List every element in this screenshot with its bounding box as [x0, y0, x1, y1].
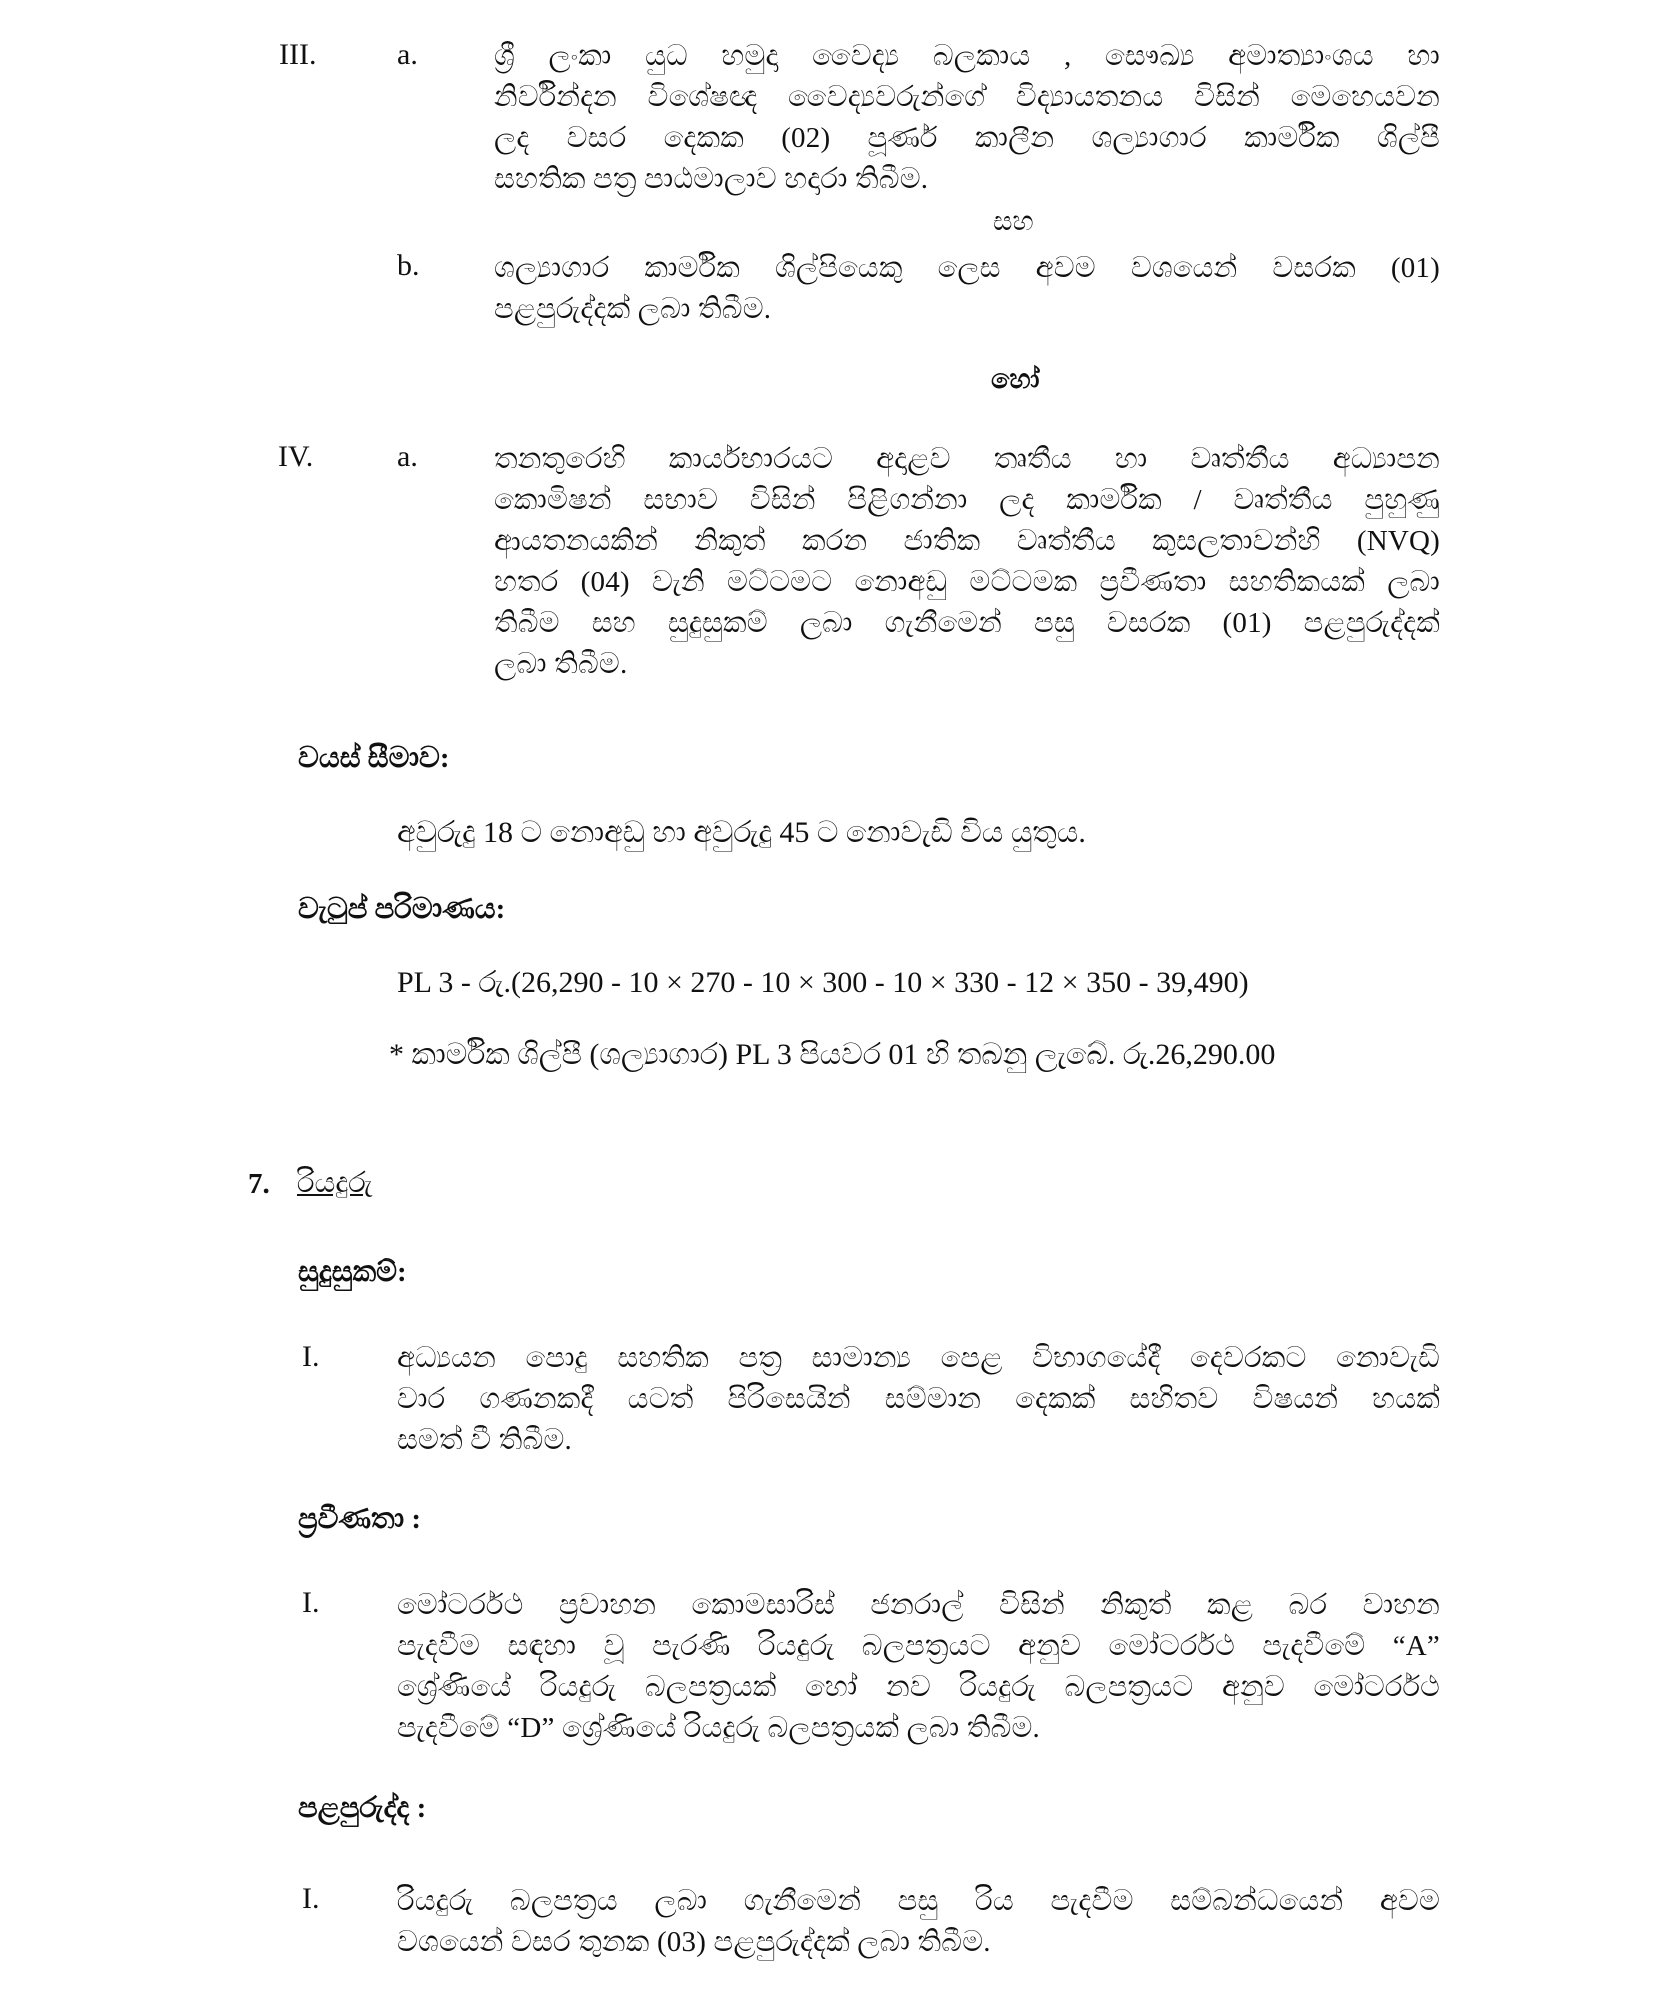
age-limit-text: අවුරුදු 18 ට නොඅඩු හා අවුරුදු 45 ට නොවැඩි විය යුතුය. — [397, 816, 1086, 849]
section-7-number: 7. — [248, 1168, 270, 1200]
paragraph-line: ලද වසර දෙකක (02) පූර්ණ කාලීන ශල්‍යාගාර කාර්මික ශිල්පී — [494, 122, 1440, 154]
paragraph-line: කොමිෂන් සභාව විසින් පිළිගන්නා ලද කාර්මික / වෘත්තීය පුහුණු — [494, 484, 1440, 516]
section-iii-a-letter: a. — [397, 38, 418, 71]
paragraph-line: තිබීම සහ සුදුසුකම් ලබා ගැනීමෙන් පසු වසරක (01) පළපුරුද්දක් — [494, 607, 1440, 639]
or-connector: හෝ — [991, 364, 1040, 394]
section-iii-number: III. — [279, 38, 317, 71]
section-iii-b-paragraph — [494, 248, 1440, 330]
qualification-item-number: I. — [302, 1340, 320, 1373]
qualifications-heading: සුදුසුකම්: — [298, 1256, 407, 1288]
experience-heading: පළපුරුද්ද : — [298, 1792, 427, 1824]
paragraph-line: සහතික පත්‍ර පාඨමාලාව හදාරා තිබීම. — [494, 163, 929, 195]
paragraph-line: සමත් වී තිබීම. — [397, 1424, 572, 1456]
paragraph-line: රියදුරු බලපත්‍රය ලබා ගැනීමෙන් පසු රිය පැදවීම සම්බන්ධයෙන් අවම — [397, 1885, 1440, 1917]
and-connector: සහ — [993, 206, 1034, 236]
proficiency-item-number: I. — [302, 1586, 320, 1619]
paragraph-line: අධ්‍යයන පොදු සහතික පත්‍ර සාමාන්‍ය පෙළ විභාගයේදී දෙවරකට නොවැඩි — [397, 1342, 1440, 1374]
salary-scale: PL 3 - රු.(26,290 - 10 × 270 - 10 × 300 - 10 × 330 - 12 × 350 - 39,490) — [397, 966, 1249, 999]
proficiency-paragraph — [397, 1585, 1440, 1749]
paragraph-line: වශයෙන් වසර තුනක (03) පළපුරුද්දක් ලබා තිබීම. — [397, 1926, 991, 1958]
paragraph-line: පැදවීමේ “D” ශ්‍රේණියේ රියදුරු බලපත්‍රයක් ලබා තිබීම. — [397, 1712, 1041, 1744]
age-limit-heading: වයස් සීමාව: — [298, 742, 450, 774]
experience-paragraph — [397, 1881, 1440, 1963]
paragraph-line: ශල්‍යාගාර කාර්මික ශිල්පියෙකු ලෙස අවම වශයෙන් වසරක (01) — [494, 252, 1440, 284]
section-iv-a-letter: a. — [397, 440, 418, 473]
section-iv-a-paragraph — [494, 439, 1440, 685]
proficiency-heading: ප්‍රවීණතා : — [298, 1503, 422, 1535]
paragraph-line: ශ්‍රී ලංකා යුධ හමුදා වෛද්‍ය බලකාය , සෞඛ්‍ය අමාත්‍යාංශය හා — [494, 40, 1440, 72]
paragraph-line: පළපුරුද්දක් ලබා තිබීම. — [494, 293, 772, 325]
paragraph-line: නිර්වින්දන විශේෂඥ වෛද්‍යවරුන්ගේ විද්‍යායතනය විසින් මෙහෙයවන — [494, 81, 1440, 113]
paragraph-line: තනතුරෙහි කාර්යභාරයට අදාළව තෘතීය හා වෘත්තීය අධ්‍යාපන — [494, 443, 1440, 475]
section-iv-number: IV. — [278, 440, 314, 473]
salary-heading: වැටුප් පරිමාණය: — [298, 893, 506, 925]
paragraph-line: පැදවීම සඳහා වූ පැරණි රියදුරු බලපත්‍රයට අනුව මෝටර්රථ පැදවීමේ “A” — [397, 1630, 1440, 1662]
paragraph-line: ශ්‍රේණියේ රියදුරු බලපත්‍රයක් හෝ නව රියදුරු බලපත්‍රයට අනුව මෝටර්රථ — [397, 1671, 1440, 1703]
salary-note: * කාර්මික ශිල්පී (ශල්‍යාගාර) PL 3 පියවර 01 හි තබනු ලැබේ. රු.26,290.00 — [389, 1038, 1276, 1071]
paragraph-line: ආයතනයකින් නිකුත් කරන ජාතික වෘත්තීය කුසලතාවන්හි (NVQ) — [494, 525, 1440, 557]
paragraph-line: මෝටර්රථ ප්‍රවාහන කොමසාරිස් ජනරාල් විසින් නිකුත් කළ බර වාහන — [397, 1589, 1440, 1621]
paragraph-line: ලබා තිබීම. — [494, 648, 628, 680]
qualification-paragraph — [397, 1338, 1440, 1461]
experience-item-number: I. — [302, 1882, 320, 1915]
section-iii-b-letter: b. — [397, 249, 420, 282]
paragraph-line: හතර (04) වැනි මට්ටමට නොඅඩු මට්ටමක ප්‍රවීණතා සහතිකයක් ලබා — [494, 566, 1440, 598]
section-iii-a-paragraph — [494, 36, 1440, 200]
paragraph-line: වාර ගණනකදී යටත් පිරිසෙයින් සම්මාන දෙකක් සහිතව විෂයන් හයක් — [397, 1383, 1440, 1415]
section-7-title: රියදුරු — [297, 1167, 373, 1199]
